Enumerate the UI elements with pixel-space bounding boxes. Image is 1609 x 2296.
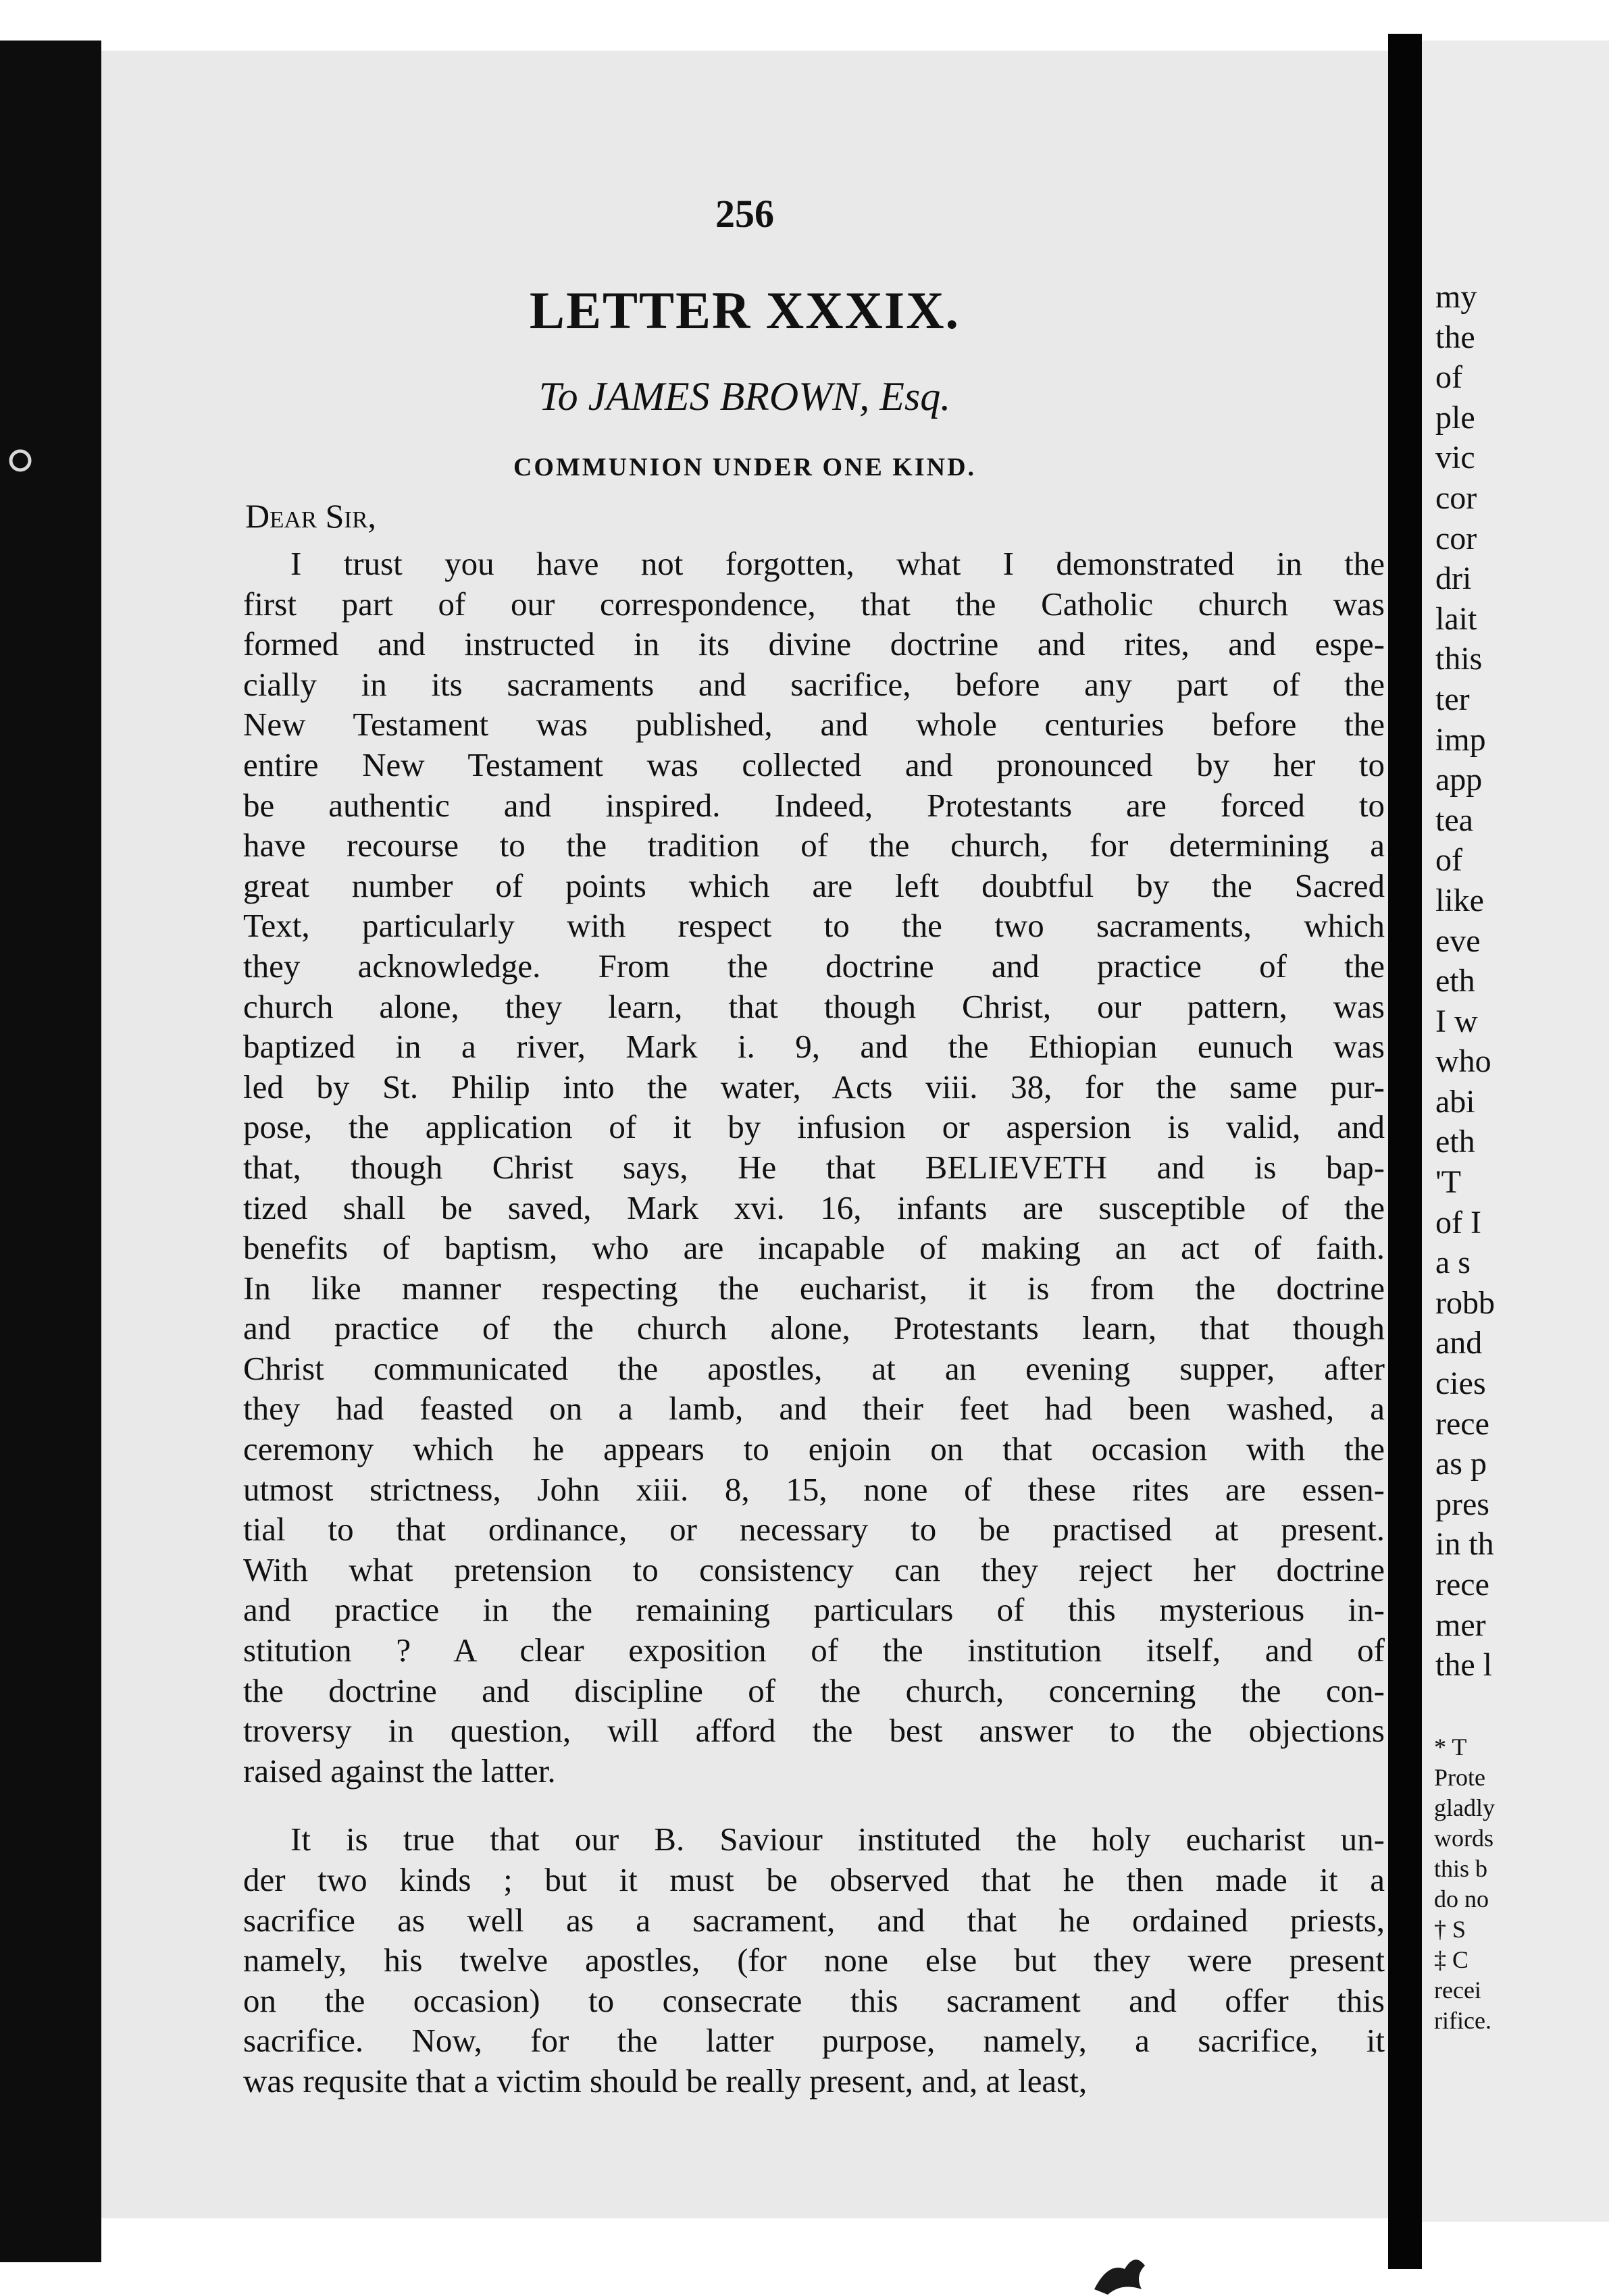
right-page-fragment: cor <box>1435 479 1477 516</box>
right-page-fragment: cor <box>1435 520 1477 556</box>
right-page-note-fragment: gladly <box>1434 1794 1495 1821</box>
text-line: and practice of the church alone, Protestants learn, that though <box>243 1309 1385 1347</box>
right-page-fragment: lait <box>1435 600 1477 637</box>
letter-addressee: To JAMES BROWN, Esq. <box>538 374 951 419</box>
text-line: great number of points which are left doubtful by the Sacred <box>243 866 1385 904</box>
letter-body <box>243 544 1385 2102</box>
right-page-fragment: I w <box>1435 1003 1478 1039</box>
right-page-fragment: ple <box>1435 399 1475 436</box>
right-page-fragment: imp <box>1435 721 1486 758</box>
right-page-note-fragment: * T <box>1434 1733 1467 1760</box>
right-page-fragment: app <box>1435 762 1483 798</box>
text-line: tized shall be saved, Mark xvi. 16, infants are susceptible of the <box>243 1189 1385 1226</box>
text-line: they acknowledge. From the doctrine and practice of the <box>243 947 1385 985</box>
text-line: have recourse to the tradition of the church, for determining a <box>243 827 1385 864</box>
letter-title: LETTER XXXIX. <box>529 281 961 340</box>
text-line: In like manner respecting the eucharist, it is from the doctrine <box>243 1269 1385 1307</box>
text-line: that, though Christ says, He that BELIEVETH and is bap- <box>243 1148 1385 1186</box>
right-page-fragment: rece <box>1435 1405 1489 1442</box>
text-line: Christ communicated the apostles, at an evening supper, after <box>243 1349 1385 1387</box>
text-line: benefits of baptism, who are incapable of making an act of faith. <box>243 1229 1385 1267</box>
left-binding-edge <box>0 41 101 2262</box>
text-line: formed and instructed in its divine doctrine and rites, and espe- <box>243 625 1385 663</box>
right-page-note-fragment: this b <box>1434 1855 1488 1882</box>
text-line: sacrifice. Now, for the latter purpose, namely, a sacrifice, it <box>243 2022 1385 2060</box>
right-page-fragment: in th <box>1435 1526 1494 1563</box>
right-page-fragment: a s <box>1435 1245 1471 1281</box>
page-number: 256 <box>715 192 774 236</box>
right-page-fragment: pres <box>1435 1486 1489 1522</box>
right-page-fragment: who <box>1435 1043 1491 1080</box>
right-page-fragment: the l <box>1435 1647 1492 1684</box>
right-page-fragment: as p <box>1435 1446 1487 1482</box>
right-page-fragment: eve <box>1435 922 1481 959</box>
stray-ink-mark-icon <box>1088 2249 1148 2296</box>
text-line: and practice in the remaining particulars of this mysterious in- <box>243 1591 1385 1629</box>
right-page-fragment: tea <box>1435 802 1473 838</box>
text-line: ceremony which he appears to enjoin on that occasion with the <box>243 1430 1385 1468</box>
salutation: Dear Sir, <box>245 497 376 535</box>
text-line: It is true that our B. Saviour instituted the holy eucharist un- <box>290 1821 1385 1858</box>
text-line: With what pretension to consistency can they reject her doctrine <box>243 1550 1385 1588</box>
right-page-fragment: eth <box>1435 963 1475 999</box>
text-line: be authentic and inspired. Indeed, Protestants are forced to <box>243 786 1385 824</box>
text-line: tial to that ordinance, or necessary to be practised at present. <box>243 1511 1385 1548</box>
text-line: Text, particularly with respect to the two sacraments, which <box>243 907 1385 945</box>
text-line: sacrifice as well as a sacrament, and that he ordained priests, <box>243 1901 1385 1939</box>
letter-subject: COMMUNION UNDER ONE KIND. <box>513 453 977 481</box>
text-line: was requsite that a victim should be really present, and, at least, <box>243 2062 1088 2099</box>
text-line: raised against the latter. <box>243 1752 556 1790</box>
right-page-fragment: ter <box>1435 681 1470 717</box>
right-page-fragment: dri <box>1435 560 1472 597</box>
right-page-note-fragment: Prote <box>1434 1764 1485 1791</box>
text-line: I trust you have not forgotten, what I demonstrated in the <box>290 545 1385 582</box>
right-page-note-fragment: † S <box>1434 1916 1466 1943</box>
right-page-fragment: abi <box>1435 1083 1475 1120</box>
right-page-fragment: like <box>1435 882 1484 918</box>
right-page-footnote-fragments <box>1422 1732 1609 2036</box>
text-line: church alone, they learn, that though Christ, our pattern, was <box>243 987 1385 1025</box>
right-page-note-fragment: rifice. <box>1434 2007 1491 2034</box>
text-line: cially in its sacraments and sacrifice, before any part of the <box>243 665 1385 703</box>
text-line: on the occasion) to consecrate this sacrament and offer this <box>243 1981 1385 2019</box>
text-line: the doctrine and discipline of the church, concerning the con- <box>243 1671 1385 1709</box>
right-page-fragment: eth <box>1435 1124 1475 1160</box>
paragraph-gap <box>243 1791 1385 1819</box>
right-page-note-fragment: do no <box>1434 1885 1489 1912</box>
right-page-fragment: my <box>1435 279 1477 315</box>
right-page-fragment: cies <box>1435 1365 1486 1402</box>
text-line: der two kinds ; but it must be observed that he then made it a <box>243 1861 1385 1898</box>
right-page-fragment: of <box>1435 359 1462 396</box>
right-page-fragment: this <box>1435 641 1483 677</box>
text-line: baptized in a river, Mark i. 9, and the Ethiopian eunuch was <box>243 1028 1385 1066</box>
text-line: troversy in question, will afford the best answer to the objections <box>243 1712 1385 1750</box>
right-page-fragment: of I <box>1435 1204 1481 1241</box>
right-page-note-fragment: words <box>1434 1825 1493 1852</box>
right-page-note-fragment: recei <box>1434 1977 1481 2004</box>
text-line: first part of our correspondence, that the Catholic church was <box>243 585 1385 623</box>
text-line: New Testament was published, and whole centuries before the <box>243 706 1385 743</box>
text-line: namely, his twelve apostles, (for none else but they were present <box>243 1941 1385 1979</box>
left-page <box>101 51 1388 2218</box>
right-page-fragment: mer <box>1435 1607 1486 1643</box>
text-line: stitution ? A clear exposition of the institution itself, and of <box>243 1632 1385 1669</box>
right-page-fragment: rece <box>1435 1567 1489 1602</box>
right-page-edge <box>1422 41 1609 2222</box>
right-page-fragment: the <box>1435 319 1475 355</box>
right-page-fragment: vic <box>1435 440 1475 476</box>
text-line: pose, the application of it by infusion or aspersion is valid, and <box>243 1108 1385 1146</box>
text-line: led by St. Philip into the water, Acts viii. 38, for the same pur- <box>243 1068 1385 1105</box>
right-page-line-fragments <box>1422 277 1609 1686</box>
right-page-fragment: and <box>1435 1325 1483 1361</box>
text-line: utmost strictness, John xiii. 8, 15, none of these rites are essen- <box>243 1470 1385 1508</box>
text-line: they had feasted on a lamb, and their feet had been washed, a <box>243 1390 1385 1428</box>
right-page-fragment: of <box>1435 842 1462 879</box>
right-page-note-fragment: ‡ C <box>1434 1946 1469 1973</box>
text-line: entire New Testament was collected and pronounced by her to <box>243 746 1385 783</box>
page-gutter <box>1388 34 1422 2269</box>
right-page-fragment: robb <box>1435 1284 1495 1321</box>
right-page-fragment: 'T <box>1435 1164 1461 1201</box>
binding-ring-icon <box>5 446 35 475</box>
